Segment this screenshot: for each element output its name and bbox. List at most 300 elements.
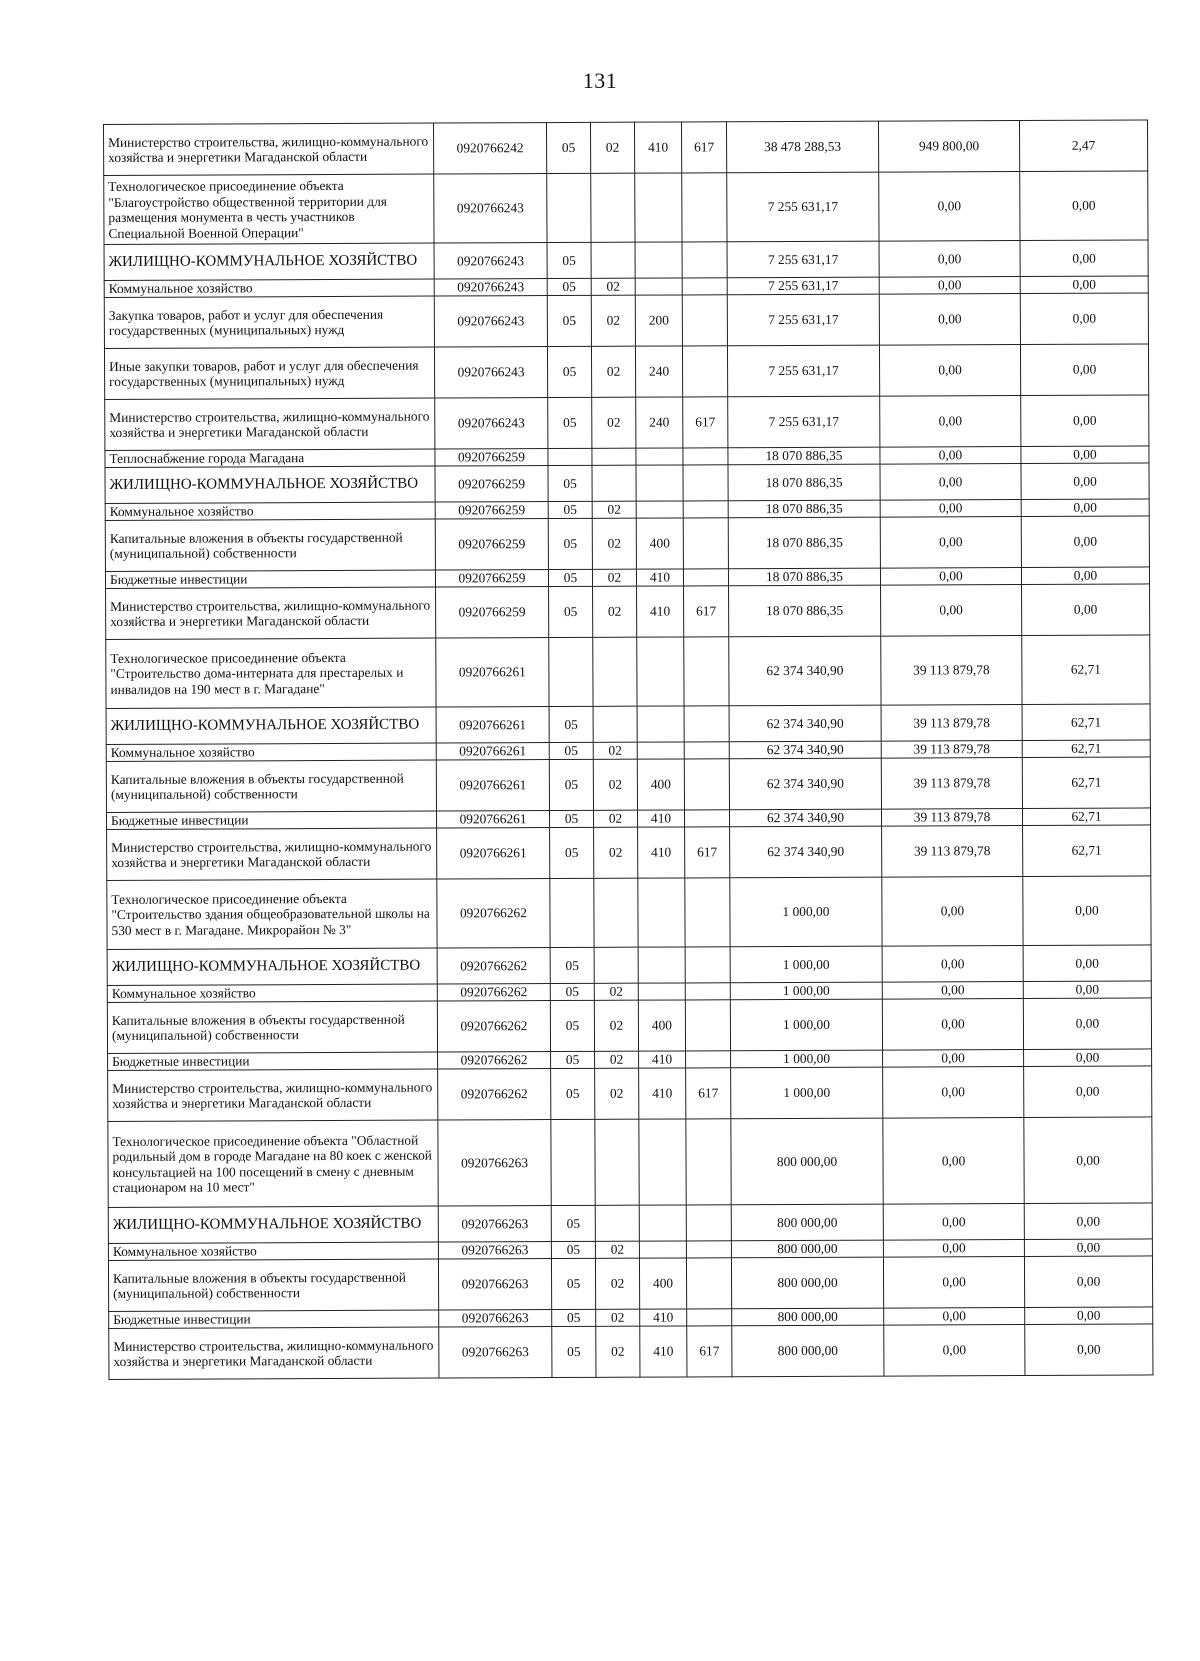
row-section-cell: 05 (552, 1309, 596, 1326)
row-administrator-cell: 617 (687, 1326, 732, 1377)
row-section-cell: 05 (548, 397, 592, 448)
row-expense-type-cell: 240 (636, 397, 683, 448)
row-code-cell: 0920766263 (438, 1120, 551, 1206)
row-name-cell: Бюджетные инвестиции (109, 1310, 439, 1328)
row-planned-amount-cell: 62 374 340,90 (729, 758, 881, 810)
row-name-cell: ЖИЛИЩНО-КОММУНАЛЬНОЕ ХОЗЯЙСТВО (108, 1206, 438, 1243)
row-section-cell: 05 (550, 1000, 594, 1051)
row-expense-type-cell (639, 1205, 686, 1241)
table-row (108, 1256, 1152, 1312)
row-planned-amount-cell: 1 000,00 (731, 1067, 883, 1119)
row-executed-amount-cell: 0,00 (881, 584, 1022, 636)
row-expense-type-cell: 400 (639, 1258, 686, 1309)
row-subsection-cell (592, 448, 636, 465)
row-name-cell: Коммунальное хозяйство (104, 279, 434, 297)
table-row (106, 757, 1150, 813)
row-subsection-cell: 02 (595, 1068, 639, 1119)
row-planned-amount-cell: 18 070 886,35 (728, 447, 880, 465)
row-section-cell: 05 (547, 346, 591, 397)
row-percent-cell: 0,00 (1024, 1066, 1152, 1118)
row-section-cell: 05 (548, 465, 592, 501)
row-section-cell: 05 (550, 947, 594, 983)
row-planned-amount-cell: 1 000,00 (730, 946, 882, 983)
row-name-cell: Коммунальное хозяйство (105, 502, 435, 520)
row-section-cell (551, 1119, 595, 1205)
table-row (107, 945, 1151, 986)
row-administrator-cell (682, 295, 727, 346)
row-percent-cell: 0,00 (1024, 1117, 1152, 1204)
row-code-cell: 0920766243 (434, 174, 547, 243)
row-executed-amount-cell: 0,00 (884, 1324, 1025, 1376)
row-expense-type-cell (636, 448, 683, 465)
row-code-cell: 0920766242 (433, 123, 546, 174)
table-row (108, 1117, 1152, 1208)
row-code-cell: 0920766259 (436, 587, 549, 638)
row-administrator-cell (684, 759, 729, 810)
row-expense-type-cell (635, 242, 682, 278)
row-name-cell: Министерство строительства, жилищно-коммунального хозяйства и энергетики Магаданской области (109, 1327, 439, 1379)
row-executed-amount-cell: 0,00 (883, 1256, 1024, 1308)
row-administrator-cell (682, 173, 727, 242)
row-section-cell: 05 (549, 759, 593, 810)
row-subsection-cell: 02 (591, 346, 635, 397)
row-name-cell: ЖИЛИЩНО-КОММУНАЛЬНОЕ ХОЗЯЙСТВО (104, 243, 434, 280)
row-planned-amount-cell: 1 000,00 (730, 982, 882, 1000)
row-planned-amount-cell: 7 255 631,17 (728, 396, 880, 448)
row-administrator-cell (685, 947, 730, 983)
row-section-cell: 05 (550, 983, 594, 1000)
row-planned-amount-cell: 62 374 340,90 (729, 809, 881, 827)
row-subsection-cell (594, 878, 638, 947)
row-percent-cell: 0,00 (1024, 1049, 1152, 1067)
row-percent-cell: 0,00 (1025, 1324, 1153, 1376)
row-code-cell: 0920766259 (435, 570, 548, 587)
row-executed-amount-cell: 0,00 (882, 981, 1023, 999)
row-subsection-cell: 02 (595, 1051, 639, 1068)
row-code-cell: 0920766261 (436, 743, 549, 760)
row-percent-cell: 0,00 (1022, 584, 1150, 636)
row-expense-type-cell (639, 1119, 686, 1205)
row-section-cell (550, 878, 594, 947)
row-administrator-cell (682, 242, 727, 278)
row-code-cell: 0920766243 (434, 243, 547, 279)
row-code-cell: 0920766243 (434, 347, 547, 398)
row-subsection-cell: 02 (594, 983, 638, 1000)
row-code-cell: 0920766261 (436, 638, 549, 707)
row-subsection-cell (593, 706, 637, 742)
page-number: 131 (582, 68, 618, 93)
row-executed-amount-cell: 39 113 879,78 (881, 740, 1022, 758)
row-administrator-cell (682, 346, 727, 397)
row-percent-cell: 62,71 (1022, 635, 1150, 705)
row-administrator-cell: 617 (685, 827, 730, 878)
row-expense-type-cell: 200 (635, 295, 682, 346)
row-percent-cell: 0,00 (1023, 998, 1151, 1050)
row-name-cell: Капитальные вложения в объекты государственной (муниципальной) собственности (105, 519, 435, 571)
row-subsection-cell: 02 (593, 759, 637, 810)
row-executed-amount-cell: 0,00 (880, 516, 1021, 568)
row-administrator-cell (682, 278, 727, 295)
row-percent-cell: 0,00 (1021, 567, 1149, 585)
row-expense-type-cell: 240 (635, 346, 682, 397)
row-administrator-cell (686, 1051, 731, 1068)
row-section-cell (548, 448, 592, 465)
row-administrator-cell (685, 983, 730, 1000)
row-subsection-cell: 02 (592, 397, 636, 448)
row-code-cell: 0920766262 (437, 948, 550, 984)
row-executed-amount-cell: 39 113 879,78 (881, 808, 1022, 826)
row-code-cell: 0920766261 (436, 707, 549, 743)
row-name-cell: ЖИЛИЩНО-КОММУНАЛЬНОЕ ХОЗЯЙСТВО (106, 707, 436, 744)
table-row (105, 463, 1149, 504)
row-planned-amount-cell: 7 255 631,17 (727, 345, 879, 397)
row-name-cell: Министерство строительства, жилищно-коммунального хозяйства и энергетики Магаданской области (105, 398, 435, 450)
row-code-cell: 0920766259 (435, 502, 548, 519)
row-administrator-cell (683, 448, 728, 465)
table-row (107, 825, 1151, 881)
row-planned-amount-cell: 800 000,00 (731, 1204, 883, 1241)
row-planned-amount-cell: 18 070 886,35 (728, 464, 880, 501)
row-code-cell: 0920766261 (437, 811, 550, 828)
row-percent-cell: 62,71 (1022, 808, 1150, 826)
row-name-cell: Бюджетные инвестиции (107, 811, 437, 829)
row-executed-amount-cell: 0,00 (879, 276, 1020, 294)
row-executed-amount-cell: 0,00 (879, 240, 1020, 277)
row-executed-amount-cell: 0,00 (883, 1239, 1024, 1257)
row-planned-amount-cell: 800 000,00 (732, 1325, 884, 1377)
table-row (105, 516, 1149, 572)
row-expense-type-cell: 410 (637, 810, 684, 827)
row-section-cell: 05 (548, 569, 592, 586)
table-row (105, 395, 1149, 451)
row-name-cell: Капитальные вложения в объекты государственной (муниципальной) собственности (107, 1001, 437, 1053)
row-subsection-cell: 02 (594, 1000, 638, 1051)
row-percent-cell: 2,47 (1019, 120, 1147, 172)
row-percent-cell: 0,00 (1020, 276, 1148, 294)
row-executed-amount-cell: 39 113 879,78 (881, 704, 1022, 741)
row-administrator-cell (684, 742, 729, 759)
row-planned-amount-cell: 18 070 886,35 (728, 517, 880, 569)
row-percent-cell: 0,00 (1020, 171, 1148, 241)
row-code-cell: 0920766243 (434, 296, 547, 347)
row-percent-cell: 0,00 (1021, 395, 1149, 447)
row-administrator-cell (687, 1309, 732, 1326)
row-subsection-cell (595, 1205, 639, 1241)
row-name-cell: Технологическое присоединение объекта "Строительство здания общеобразовательной школы на 530 мест в г. Магадане. Микрорайон № 3" (107, 879, 437, 949)
row-planned-amount-cell: 800 000,00 (731, 1118, 883, 1205)
row-planned-amount-cell: 18 070 886,35 (728, 500, 880, 518)
row-executed-amount-cell: 0,00 (880, 567, 1021, 585)
row-planned-amount-cell: 800 000,00 (732, 1308, 884, 1326)
table-row (104, 171, 1148, 245)
row-percent-cell: 0,00 (1024, 1239, 1152, 1257)
row-executed-amount-cell: 949 800,00 (878, 121, 1019, 173)
row-expense-type-cell: 410 (637, 586, 684, 637)
row-name-cell: Коммунальное хозяйство (108, 1242, 438, 1260)
row-planned-amount-cell: 1 000,00 (731, 1050, 883, 1068)
row-planned-amount-cell: 1 000,00 (730, 999, 882, 1051)
row-administrator-cell: 617 (684, 586, 729, 637)
row-expense-type-cell: 410 (636, 569, 683, 586)
row-name-cell: Технологическое присоединение объекта "Благоустройство общественной территории для размещения монумента в честь участников Специальной Военной Операции" (104, 174, 434, 244)
row-section-cell: 05 (551, 1068, 595, 1119)
row-subsection-cell (591, 242, 635, 278)
row-administrator-cell (684, 810, 729, 827)
row-expense-type-cell (635, 278, 682, 295)
row-percent-cell: 0,00 (1020, 344, 1148, 396)
row-name-cell: Министерство строительства, жилищно-коммунального хозяйства и энергетики Магаданской области (107, 828, 437, 880)
row-expense-type-cell (637, 637, 684, 706)
row-name-cell: Закупка товаров, работ и услуг для обеспечения государственных (муниципальных) нужд (104, 296, 434, 348)
row-expense-type-cell (639, 1241, 686, 1258)
row-planned-amount-cell: 18 070 886,35 (729, 585, 881, 637)
row-percent-cell: 0,00 (1023, 876, 1151, 946)
row-name-cell: Иные закупки товаров, работ и услуг для обеспечения государственных (муниципальных) нужд (104, 347, 434, 399)
row-name-cell: Коммунальное хозяйство (107, 984, 437, 1002)
row-executed-amount-cell: 0,00 (883, 1117, 1024, 1204)
row-executed-amount-cell: 0,00 (880, 395, 1021, 447)
row-subsection-cell: 02 (591, 278, 635, 295)
row-code-cell: 0920766263 (438, 1206, 551, 1242)
row-section-cell: 05 (549, 586, 593, 637)
row-planned-amount-cell: 1 000,00 (730, 877, 882, 947)
row-subsection-cell: 02 (595, 1258, 639, 1309)
row-expense-type-cell: 400 (637, 759, 684, 810)
budget-table (103, 119, 1153, 1380)
row-executed-amount-cell: 0,00 (882, 876, 1023, 946)
row-code-cell: 0920766243 (434, 279, 547, 296)
row-expense-type-cell (638, 947, 685, 983)
row-section-cell: 05 (547, 295, 591, 346)
row-executed-amount-cell: 0,00 (882, 945, 1023, 982)
row-percent-cell: 0,00 (1025, 1307, 1153, 1325)
row-section-cell: 05 (549, 742, 593, 759)
row-section-cell: 05 (548, 501, 592, 518)
row-planned-amount-cell: 62 374 340,90 (729, 636, 881, 706)
row-percent-cell: 0,00 (1020, 240, 1148, 277)
row-administrator-cell (686, 1119, 731, 1205)
row-expense-type-cell: 410 (634, 122, 681, 173)
row-name-cell: Технологическое присоединение объекта "Областной родильный дом в городе Магадане на 80 коек с женской консультацией на 100 посещений в смену с дневным стационаром на 10 мест" (108, 1120, 438, 1207)
row-administrator-cell (683, 569, 728, 586)
row-executed-amount-cell: 0,00 (883, 1066, 1024, 1118)
row-administrator-cell (685, 1000, 730, 1051)
row-section-cell: 05 (551, 1051, 595, 1068)
row-code-cell: 0920766263 (439, 1310, 552, 1327)
row-name-cell: ЖИЛИЩНО-КОММУНАЛЬНОЕ ХОЗЯЙСТВО (107, 948, 437, 985)
table-row (108, 1203, 1152, 1244)
row-executed-amount-cell: 0,00 (883, 1203, 1024, 1240)
row-percent-cell: 62,71 (1022, 740, 1150, 758)
table-row (104, 293, 1148, 349)
row-executed-amount-cell: 39 113 879,78 (882, 825, 1023, 877)
table-row (106, 635, 1150, 709)
row-code-cell: 0920766259 (435, 466, 548, 502)
row-planned-amount-cell: 7 255 631,17 (727, 294, 879, 346)
row-name-cell: Бюджетные инвестиции (108, 1052, 438, 1070)
row-administrator-cell: 617 (686, 1068, 731, 1119)
row-code-cell: 0920766261 (437, 828, 550, 879)
row-percent-cell: 0,00 (1020, 293, 1148, 345)
row-planned-amount-cell: 7 255 631,17 (727, 277, 879, 295)
row-executed-amount-cell: 39 113 879,78 (881, 757, 1022, 809)
table-row (107, 876, 1151, 950)
row-planned-amount-cell: 62 374 340,90 (729, 741, 881, 759)
row-expense-type-cell: 410 (640, 1309, 687, 1326)
row-subsection-cell: 02 (592, 518, 636, 569)
row-administrator-cell (683, 465, 728, 501)
row-subsection-cell: 02 (593, 810, 637, 827)
row-code-cell: 0920766259 (435, 449, 548, 466)
table-row (104, 120, 1148, 176)
row-executed-amount-cell: 0,00 (879, 344, 1020, 396)
row-name-cell: Теплоснабжение города Магадана (105, 449, 435, 467)
row-expense-type-cell: 410 (638, 827, 685, 878)
row-executed-amount-cell: 0,00 (880, 446, 1021, 464)
row-subsection-cell (592, 465, 636, 501)
row-percent-cell: 0,00 (1021, 516, 1149, 568)
row-planned-amount-cell: 800 000,00 (731, 1257, 883, 1309)
row-executed-amount-cell: 0,00 (882, 998, 1023, 1050)
row-percent-cell: 0,00 (1024, 1203, 1152, 1240)
table-row (109, 1324, 1153, 1380)
row-code-cell: 0920766263 (438, 1259, 551, 1310)
row-code-cell: 0920766262 (437, 879, 550, 948)
row-administrator-cell (686, 1258, 731, 1309)
row-expense-type-cell: 410 (639, 1051, 686, 1068)
row-section-cell: 05 (551, 1258, 595, 1309)
row-section-cell: 05 (548, 518, 592, 569)
row-administrator-cell (683, 518, 728, 569)
row-name-cell: Коммунальное хозяйство (106, 743, 436, 761)
row-executed-amount-cell: 0,00 (884, 1307, 1025, 1325)
budget-table-body (104, 120, 1153, 1380)
row-subsection-cell: 02 (596, 1326, 640, 1377)
row-subsection-cell (593, 637, 637, 706)
row-executed-amount-cell: 0,00 (880, 499, 1021, 517)
row-subsection-cell: 02 (591, 295, 635, 346)
row-expense-type-cell: 400 (638, 1000, 685, 1051)
row-subsection-cell: 02 (595, 1241, 639, 1258)
row-subsection-cell: 02 (592, 569, 636, 586)
row-percent-cell: 62,71 (1022, 704, 1150, 741)
row-code-cell: 0920766263 (438, 1242, 551, 1259)
table-row (108, 1066, 1152, 1122)
row-expense-type-cell (637, 706, 684, 742)
table-row (106, 704, 1150, 745)
row-administrator-cell: 617 (681, 122, 726, 173)
row-subsection-cell (594, 947, 638, 983)
row-planned-amount-cell: 800 000,00 (731, 1240, 883, 1258)
row-code-cell: 0920766259 (435, 519, 548, 570)
row-expense-type-cell (637, 742, 684, 759)
row-expense-type-cell (636, 465, 683, 501)
row-planned-amount-cell: 62 374 340,90 (730, 826, 882, 878)
row-subsection-cell: 02 (593, 586, 637, 637)
row-expense-type-cell: 400 (636, 518, 683, 569)
row-expense-type-cell: 410 (640, 1326, 687, 1377)
row-planned-amount-cell: 62 374 340,90 (729, 705, 881, 742)
table-row (107, 998, 1151, 1054)
row-code-cell: 0920766262 (437, 984, 550, 1001)
row-name-cell: Капитальные вложения в объекты государственной (муниципальной) собственности (106, 760, 436, 812)
row-administrator-cell (684, 706, 729, 742)
row-percent-cell: 0,00 (1021, 499, 1149, 517)
row-executed-amount-cell: 0,00 (879, 172, 1020, 242)
row-subsection-cell: 02 (590, 122, 634, 173)
row-executed-amount-cell: 0,00 (883, 1049, 1024, 1067)
row-code-cell: 0920766262 (438, 1069, 551, 1120)
row-administrator-cell (686, 1205, 731, 1241)
row-section-cell: 05 (551, 1205, 595, 1241)
row-planned-amount-cell: 7 255 631,17 (727, 172, 879, 242)
row-executed-amount-cell: 0,00 (880, 463, 1021, 500)
table-row (104, 240, 1148, 281)
row-administrator-cell: 617 (683, 397, 728, 448)
row-name-cell: Министерство строительства, жилищно-коммунального хозяйства и энергетики Магаданской области (108, 1069, 438, 1121)
row-code-cell: 0920766262 (437, 1001, 550, 1052)
row-name-cell: Министерство строительства, жилищно-коммунального хозяйства и энергетики Магаданской области (104, 123, 434, 175)
row-subsection-cell: 02 (596, 1309, 640, 1326)
row-section-cell (547, 173, 591, 242)
row-administrator-cell (686, 1241, 731, 1258)
row-code-cell: 0920766261 (436, 760, 549, 811)
row-expense-type-cell: 410 (639, 1068, 686, 1119)
row-administrator-cell (685, 878, 730, 947)
row-name-cell: Технологическое присоединение объекта "Строительство дома-интерната для престарелых и инвалидов на 190 мест в г. Магадане" (106, 638, 436, 708)
row-section-cell: 05 (549, 706, 593, 742)
row-administrator-cell (684, 637, 729, 706)
row-planned-amount-cell: 7 255 631,17 (727, 241, 879, 278)
row-section-cell (549, 637, 593, 706)
row-percent-cell: 0,00 (1023, 981, 1151, 999)
row-percent-cell: 0,00 (1021, 463, 1149, 500)
row-subsection-cell: 02 (592, 501, 636, 518)
row-subsection-cell: 02 (593, 742, 637, 759)
row-code-cell: 0920766263 (439, 1327, 552, 1378)
table-row (104, 344, 1148, 400)
row-expense-type-cell (635, 173, 682, 242)
row-expense-type-cell (638, 878, 685, 947)
row-subsection-cell (595, 1119, 639, 1205)
row-code-cell: 0920766262 (438, 1052, 551, 1069)
row-name-cell: Министерство строительства, жилищно-коммунального хозяйства и энергетики Магаданской области (106, 587, 436, 639)
row-section-cell: 05 (547, 278, 591, 295)
row-percent-cell: 0,00 (1023, 945, 1151, 982)
row-percent-cell: 62,71 (1022, 757, 1150, 809)
row-section-cell: 05 (549, 810, 593, 827)
row-name-cell: ЖИЛИЩНО-КОММУНАЛЬНОЕ ХОЗЯЙСТВО (105, 466, 435, 503)
row-administrator-cell (683, 501, 728, 518)
row-percent-cell: 0,00 (1021, 446, 1149, 464)
row-subsection-cell: 02 (594, 827, 638, 878)
row-planned-amount-cell: 38 478 288,53 (726, 121, 878, 173)
row-name-cell: Капитальные вложения в объекты государственной (муниципальной) собственности (108, 1259, 438, 1311)
budget-table-container (103, 119, 1152, 1380)
row-planned-amount-cell: 18 070 886,35 (728, 568, 880, 586)
row-code-cell: 0920766243 (435, 398, 548, 449)
row-expense-type-cell (636, 501, 683, 518)
row-percent-cell: 0,00 (1024, 1256, 1152, 1308)
row-section-cell: 05 (550, 827, 594, 878)
table-row (106, 584, 1150, 640)
row-section-cell: 05 (551, 1241, 595, 1258)
row-section-cell: 05 (552, 1326, 596, 1377)
row-executed-amount-cell: 39 113 879,78 (881, 635, 1022, 705)
row-section-cell: 05 (546, 122, 590, 173)
row-section-cell: 05 (547, 242, 591, 278)
row-executed-amount-cell: 0,00 (879, 293, 1020, 345)
